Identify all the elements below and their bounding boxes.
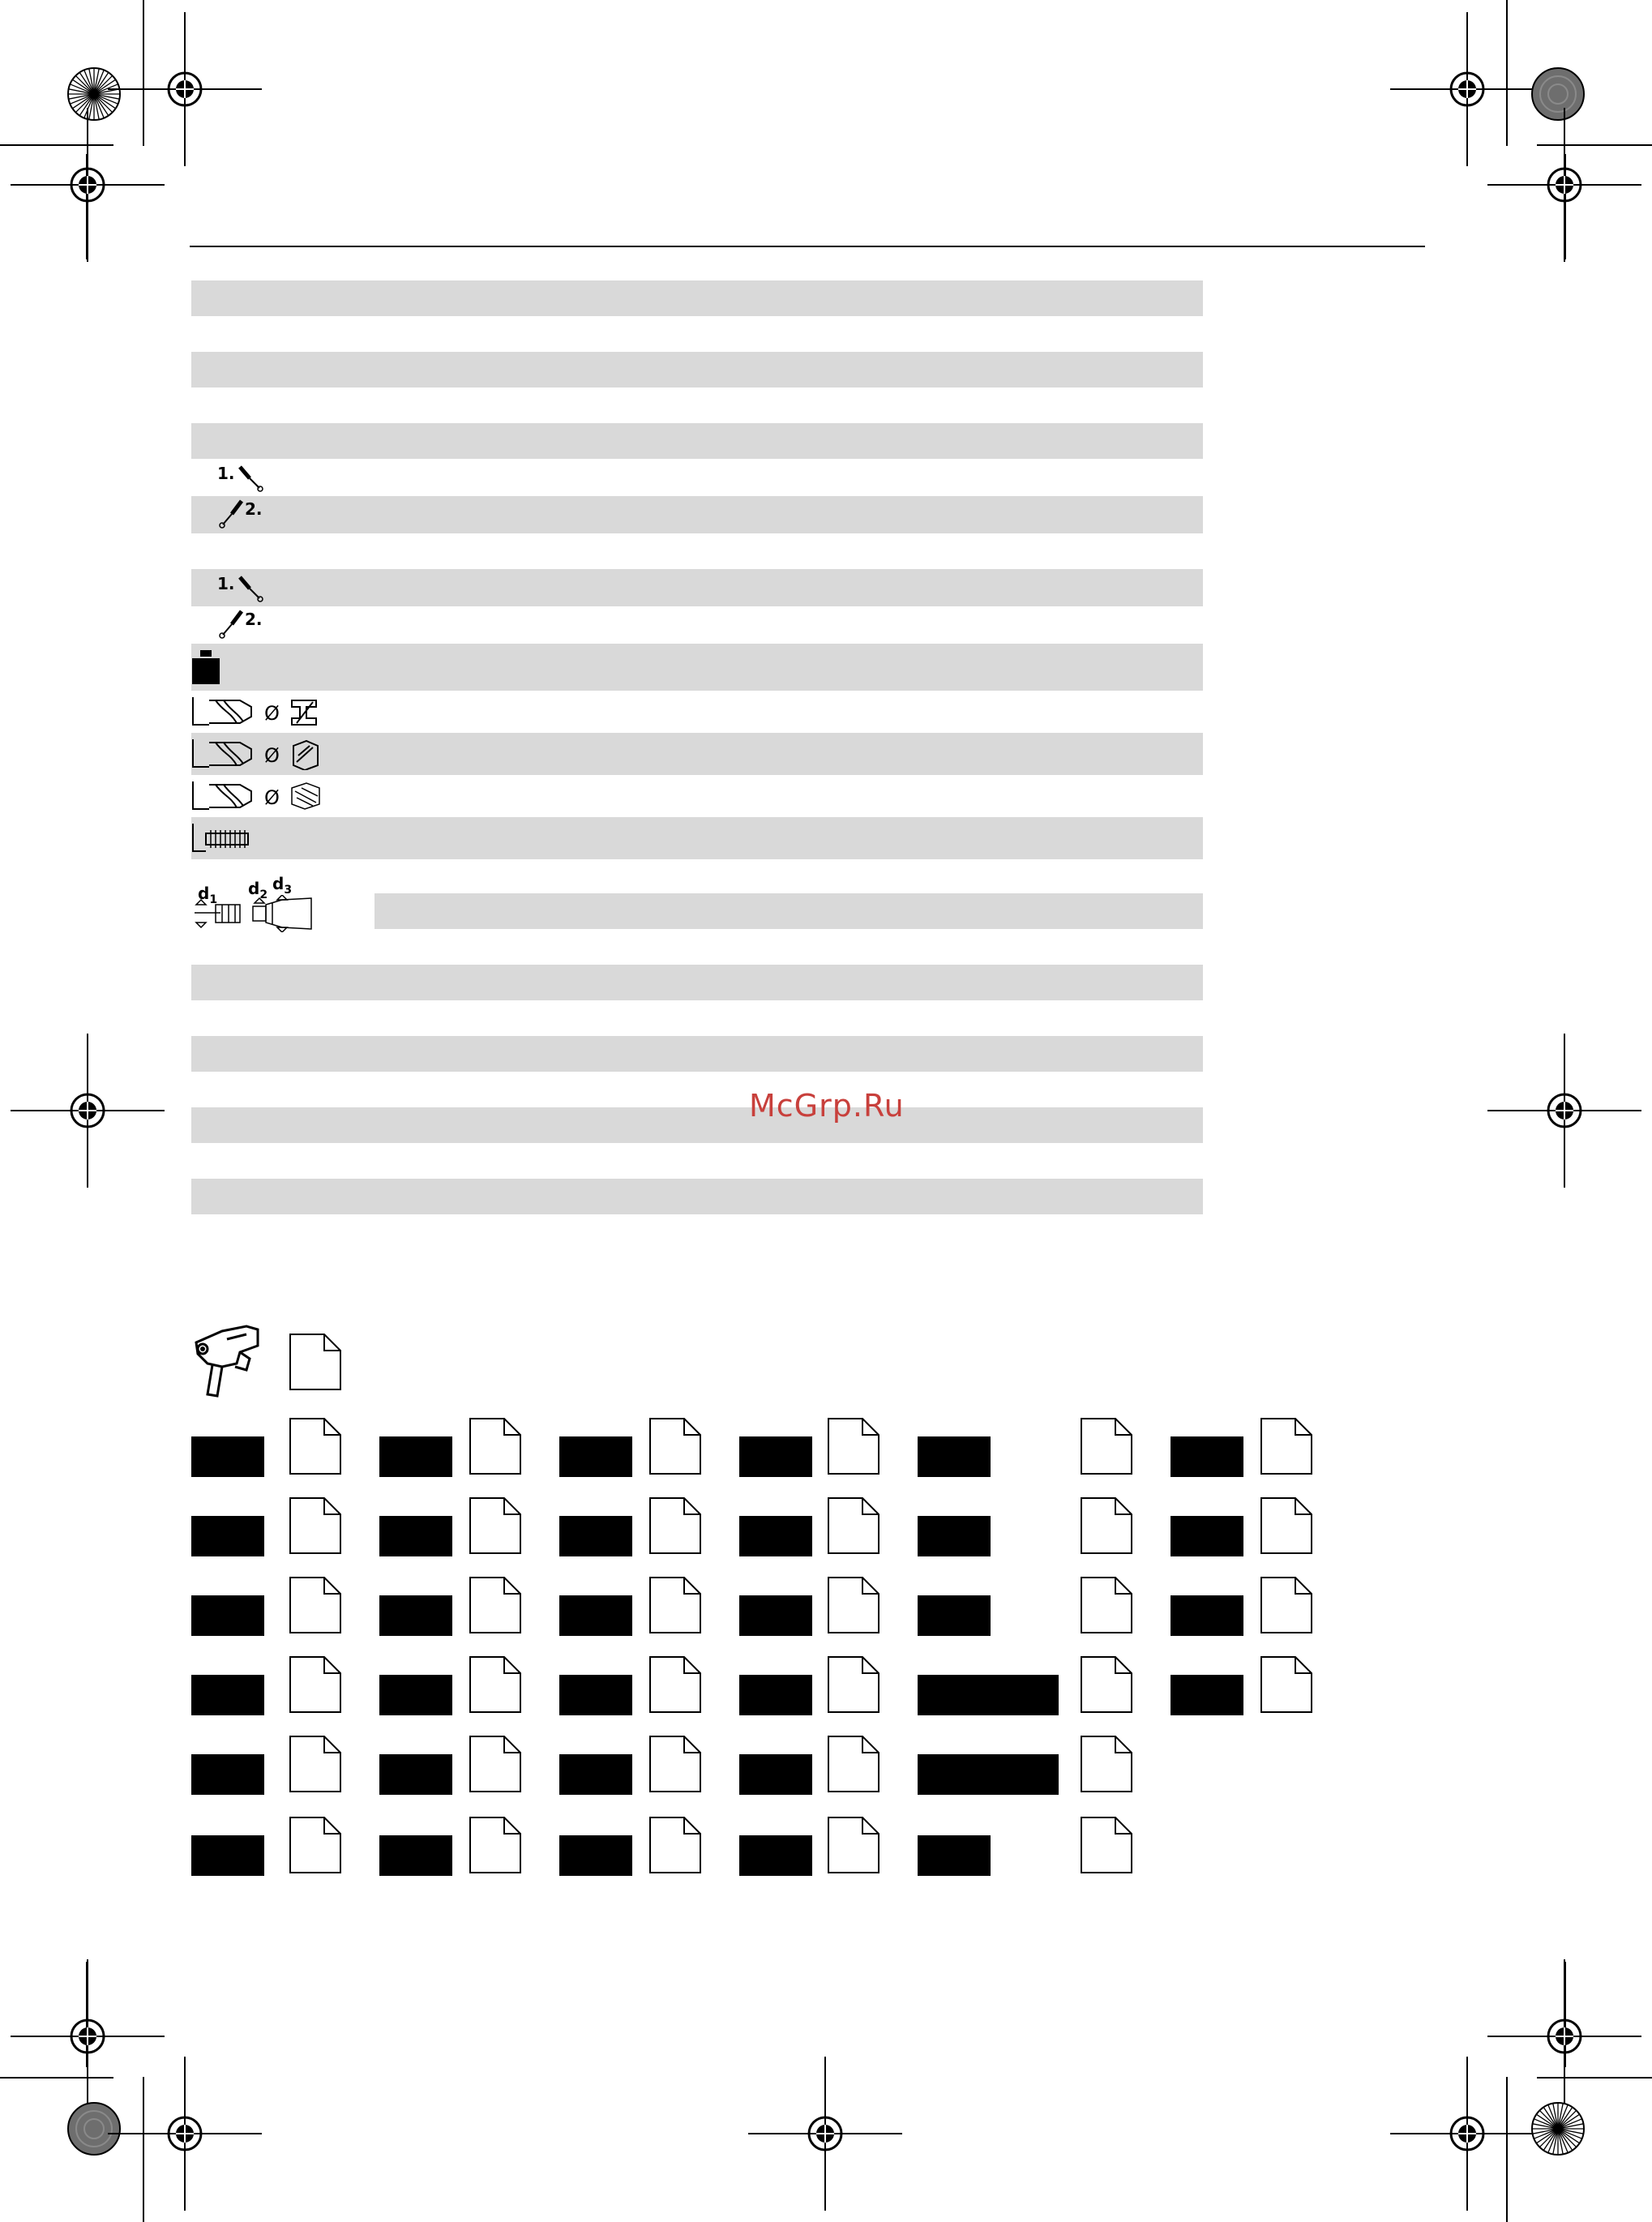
dimension-d3-label: $d_3$ bbox=[272, 874, 293, 897]
step2-label: 2. bbox=[245, 610, 263, 629]
watermark: McGrp.Ru bbox=[749, 1088, 905, 1124]
dimension-d1-label: $d_1$ bbox=[198, 884, 218, 906]
svg-text:Ø: Ø bbox=[264, 702, 280, 725]
step1-label: 1. bbox=[217, 574, 235, 593]
svg-text:Ø: Ø bbox=[264, 744, 280, 767]
step1-label: 1. bbox=[217, 464, 235, 483]
dimension-d2-label: $d_2$ bbox=[248, 879, 268, 901]
svg-text:Ø: Ø bbox=[264, 786, 280, 809]
step2-label: 2. bbox=[245, 499, 263, 519]
